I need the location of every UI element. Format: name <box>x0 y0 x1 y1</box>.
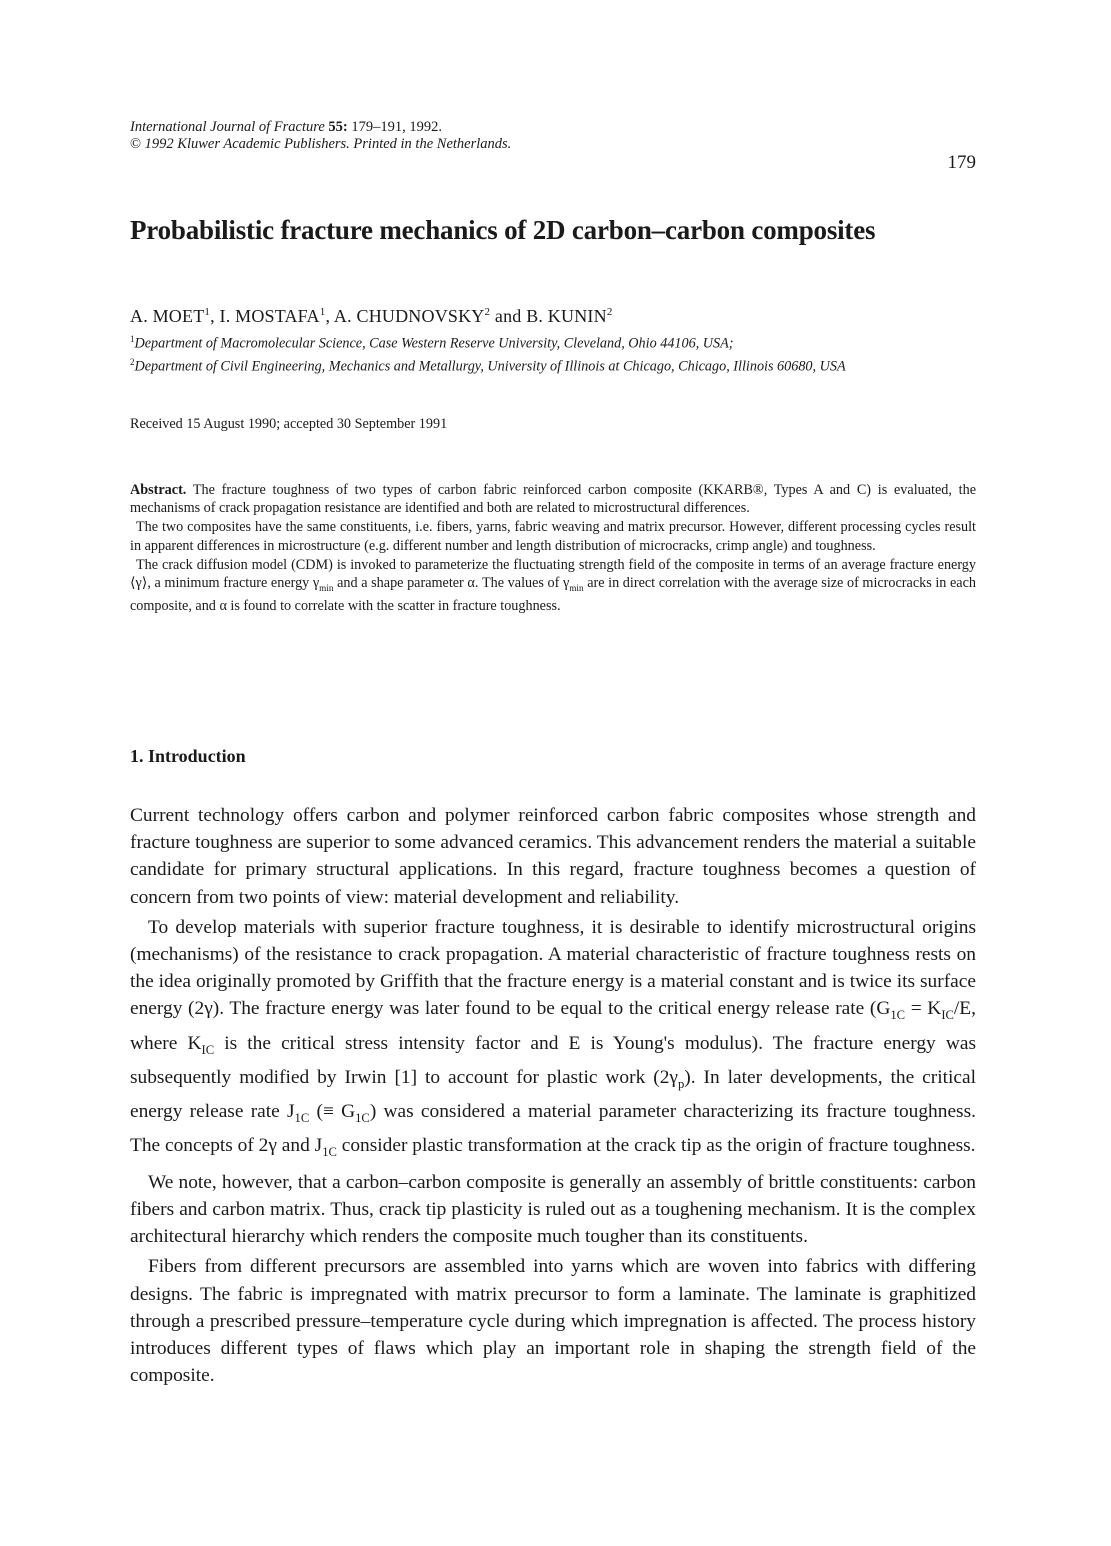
body-text: (≡ G <box>309 1100 356 1122</box>
body-text: is the critical stress intensity factor and E is Young's modulus). The fracture energy was subsequently modified by Irwin [1] to account for plastic work (2γ <box>130 1032 977 1088</box>
copyright-text: 1992 Kluwer Academic Publishers. Printed in the Netherlands. <box>141 136 512 152</box>
author-list <box>130 306 613 327</box>
affiliation <box>130 353 976 376</box>
journal-name: International Journal of Fracture <box>130 119 325 135</box>
journal-pages-year: 179–191, 1992. <box>347 119 443 135</box>
subscript: min <box>569 582 584 593</box>
author-separator: and <box>490 306 527 326</box>
author-separator: , <box>325 306 334 326</box>
abstract-text: are in direct correlation with the average size of microcracks in each composite, and α is found to correlate with the scatter in fracture toughness. <box>130 575 976 615</box>
page-number: 179 <box>947 152 976 173</box>
body-paragraph <box>130 914 976 1166</box>
affiliation-mark: 1 <box>130 334 135 344</box>
author-name: A. MOET <box>130 306 205 326</box>
subscript: 1C <box>355 1110 370 1125</box>
author-separator: , <box>210 306 220 326</box>
body-text: = K <box>905 998 942 1020</box>
subscript: p <box>677 1076 685 1091</box>
abstract <box>130 481 976 615</box>
author-affiliation-mark: 2 <box>606 306 613 318</box>
received-dates: Received 15 August 1990; accepted 30 September 1991 <box>130 416 448 432</box>
abstract-label: Abstract. <box>130 482 187 498</box>
author-name: B. KUNIN <box>526 306 607 326</box>
abstract-text: and a shape parameter α. The values of γ <box>333 575 570 592</box>
abstract-text: The crack diffusion model (CDM) is invoked to parameterize the fluctuating strength field of the composite in terms of an average fracture energy ⟨γ⟩, a minimum fracture energy γ <box>130 556 976 592</box>
affiliation-text: Department of Macromolecular Science, Case Western Reserve University, Cleveland, Ohio 44106, USA; <box>134 335 734 352</box>
section-heading: 1. Introduction <box>130 746 246 766</box>
copyright-symbol: © <box>130 136 142 152</box>
subscript: 1C <box>890 1008 906 1023</box>
affiliation-mark: 2 <box>130 356 135 367</box>
author-name: I. MOSTAFA <box>219 306 320 326</box>
author-name: A. CHUDNOVSKY <box>333 306 485 326</box>
paper-title: Probabilistic fracture mechanics of 2D carbon–carbon composites <box>130 215 876 245</box>
body-paragraph: Current technology offers carbon and polymer reinforced carbon fabric composites whose strength and fracture toughness are superior to some advanced ceramics. This advancement renders the material a suitable candidate for primary structural applications. In this regard, fracture toughness becomes a question of concern from two points of view: material development and reliability. <box>130 805 976 908</box>
author-affiliation-mark: 2 <box>484 306 491 318</box>
body-paragraph: We note, however, that a carbon–carbon composite is generally an assembly of brittle constituents: carbon fibers and carbon matrix. Thus, crack tip plasticity is ruled out as a toughening mechanism. It is the complex architectural hierarchy which renders the composite much tougher than its constituents. <box>130 1171 976 1248</box>
subscript: IC <box>941 1008 954 1023</box>
affiliations <box>130 330 976 375</box>
subscript: 1C <box>294 1110 310 1125</box>
abstract-paragraph: The two composites have the same constituents, i.e. fibers, yarns, fabric weaving and matrix precursor. However, different processing cycles result in apparent differences in microstructure (e.g. different number and length distribution of microcracks, crimp angle) and toughness. <box>130 519 976 554</box>
body-text: ). In later developments, the critical energy release rate J <box>130 1066 976 1122</box>
subscript: IC <box>201 1042 215 1057</box>
abstract-paragraph <box>130 481 976 517</box>
affiliation <box>130 330 976 353</box>
journal-header <box>130 119 976 153</box>
introduction-body <box>130 802 976 1389</box>
affiliation-text: Department of Civil Engineering, Mechanics and Metallurgy, University of Illinois at Chicago, Chicago, Illinois 60680, USA <box>134 358 846 375</box>
body-text: To develop materials with superior fracture toughness, it is desirable to identify microstructural origins (mechanisms) of the resistance to crack propagation. A material characteristic of fracture toughness rests on the idea originally promoted by Griffith that the fracture energy is a material constant and is twice its surface energy (2γ). The fracture energy was later found to be equal to the critical energy release rate (G <box>130 916 976 1020</box>
subscript: min <box>319 582 334 593</box>
author-affiliation-mark: 1 <box>204 306 211 318</box>
subscript: 1C <box>322 1144 337 1159</box>
body-text: consider plastic transformation at the crack tip as the origin of fracture toughness. <box>336 1134 976 1156</box>
body-text: ) was considered a material parameter characterizing its fracture toughness. The concepts of 2γ and J <box>130 1100 976 1156</box>
journal-volume: 55: <box>328 119 348 135</box>
copyright-line <box>130 136 976 153</box>
abstract-paragraph <box>130 556 976 615</box>
body-text: /E, where K <box>130 998 977 1054</box>
author-affiliation-mark: 1 <box>319 306 326 318</box>
abstract-text: The fracture toughness of two types of carbon fabric reinforced carbon composite (KKARB®, Types A and C) is evaluated, the mechanisms of crack propagation resistance are identified and both are related to microstructural differences. <box>130 482 976 517</box>
journal-citation <box>130 119 976 136</box>
body-paragraph: Fibers from different precursors are assembled into yarns which are woven into fabrics with differing designs. The fabric is impregnated with matrix precursor to form a laminate. The laminate is graphitized through a prescribed pressure–temperature cycle during which impregnation is affected. The process history introduces different types of flaws which play an important role in shaping the strength field of the composite. <box>130 1256 976 1387</box>
